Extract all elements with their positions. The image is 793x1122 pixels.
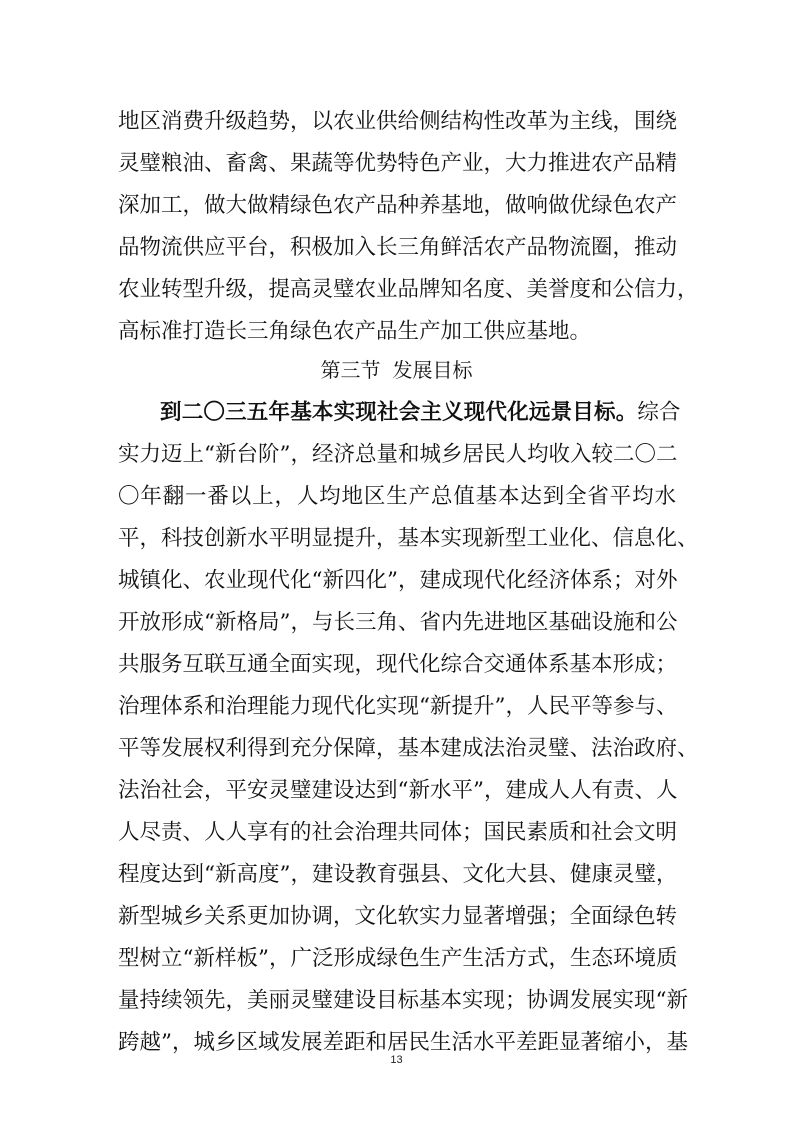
paragraph-2-line: 型树立“新样板”，广泛形成绿色生产生活方式，生态环境质 [118, 946, 678, 971]
paragraph-1-line: 深加工，做大做精绿色农产品种养基地，做响做优绿色农产 [118, 193, 678, 218]
page-number: 13 [390, 1054, 403, 1066]
paragraph-2-line: 治理体系和治理能力现代化实现“新提升”，人民平等参与、 [118, 694, 678, 719]
paragraph-1-line: 品物流供应平台，积极加入长三角鲜活农产品物流圈，推动 [118, 235, 678, 260]
paragraph-2-line: 开放形成“新格局”，与长三角、省内先进地区基础设施和公 [118, 610, 678, 635]
section-title: 发展目标 [392, 358, 473, 382]
paragraph-2-line: 新型城乡关系更加协调，文化软实力显著增强；全面绿色转 [118, 904, 678, 929]
paragraph-2-line: 实力迈上“新台阶”，经济总量和城乡居民人均收入较二〇二 [118, 442, 678, 467]
paragraph-2-line: 城镇化、农业现代化“新四化”，建成现代化经济体系；对外 [118, 568, 678, 593]
paragraph-2-lead: 到二〇三五年基本实现社会主义现代化远景目标。 [160, 400, 638, 425]
paragraph-2-first-line [160, 400, 681, 425]
paragraph-2-first-line-rest: 综合 [637, 400, 681, 425]
paragraph-2-line: 共服务互联互通全面实现，现代化综合交通体系基本形成； [118, 652, 678, 677]
section-number: 第三节 [320, 358, 381, 382]
paragraph-1-line: 高标准打造长三角绿色农产品生产加工供应基地。 [118, 319, 592, 344]
paragraph-2-line: 程度达到“新高度”，建设教育强县、文化大县、健康灵璧， [118, 862, 678, 887]
section-heading [0, 358, 793, 382]
paragraph-2-line: 〇年翻一番以上，人均地区生产总值基本达到全省平均水 [118, 484, 676, 509]
paragraph-1-line: 农业转型升级，提高灵璧农业品牌知名度、美誉度和公信力， [118, 277, 699, 302]
paragraph-1-line: 地区消费升级趋势，以农业供给侧结构性改革为主线，围绕 [118, 109, 678, 134]
paragraph-2-line: 法治社会，平安灵璧建设达到“新水平”，建成人人有责、人 [118, 778, 678, 803]
paragraph-2-line: 量持续领先，美丽灵璧建设目标基本实现；协调发展实现“新 [118, 988, 688, 1013]
paragraph-2-line: 平等发展权利得到充分保障，基本建成法治灵璧、法治政府、 [118, 736, 699, 761]
paragraph-2-line: 平，科技创新水平明显提升，基本实现新型工业化、信息化、 [118, 526, 699, 551]
paragraph-2-line: 跨越”，城乡区域发展差距和居民生活水平差距显著缩小，基 [118, 1030, 688, 1055]
paragraph-1-line: 灵璧粮油、畜禽、果蔬等优势特色产业，大力推进农产品精 [118, 151, 678, 176]
paragraph-2-line: 人尽责、人人享有的社会治理共同体；国民素质和社会文明 [118, 820, 678, 845]
